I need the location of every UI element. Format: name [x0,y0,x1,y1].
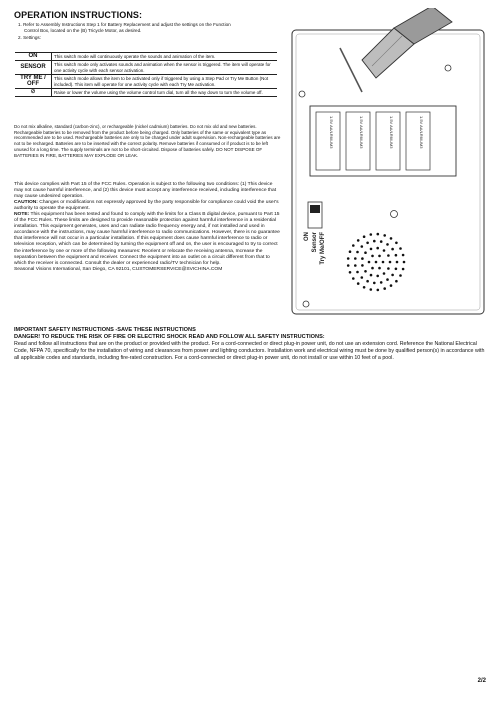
caution-text: Changes or modifications not expressly approved by the party responsible for compliance could void the user's authority to operate the equipment. [14,200,279,212]
setting-label: SENSOR [15,61,52,75]
speaker-hole [370,248,373,251]
battery-label: 1.5V AA/LR6/UM3 [329,116,334,149]
battery-icon [316,112,340,170]
battery-warning: Do not mix alkaline, standard (carbon-zinc), or rechargeable (nickel cadmium) batteries. Do not mix old and new batteries. Rechargeable batteries to be removed from the product before being charged. Only batteries of the same or equivalent type as recommended are to be used. Rechargeable batteries are only to be charged under adult supervision. Non-rechargeable batteries are not to be recharged. Batteries are to be inserted with the correct polarity. Remove batteries if consumed or if product is to be left unused for a long time. The supply terminals are not to be short-circuited. Dispose of batteries safely. DO NOT DISPOSE OF BATTERIES IN FIRE, BATTERIES MAY EXPLODE OR LEAK. [14,124,281,158]
safety-section [14,327,486,362]
danger-heading: DANGER! TO REDUCE THE RISK OF FIRE OR ELECTRIC SHOCK READ AND FOLLOW ALL SAFETY INSTRUCTIONS: [14,334,325,341]
speaker-hole [383,287,386,290]
speaker-hole [354,264,357,267]
speaker-hole [376,247,379,250]
speaker-hole [387,254,390,257]
speaker-hole [370,274,373,277]
step-1-line-1: 1. Refer to Assembly Instructions Step 1 for Battery Replacement and adjust the settings on the Function [18,22,231,27]
speaker-hole [371,267,374,270]
speaker-hole [354,257,357,260]
speaker-hole [361,245,364,248]
screw-icon [445,65,451,71]
screw-icon [299,91,305,97]
speaker-hole [378,255,381,258]
function-control-box-illustration [282,8,494,320]
speaker-hole [395,242,398,245]
setting-row-volume [15,89,277,97]
speaker-hole [368,261,371,264]
speaker-hole [366,242,369,245]
contact-line: Seasonal Visions International, San Diego, CA 92101, CUSTOMERSERVICE@SVICHINA.COM [14,266,223,272]
safety-title: IMPORTANT SAFETY INSTRUCTIONS -SAVE THESE INSTRUCTIONS [14,327,196,333]
setting-text: Raise or lower the volume using the volume control turn dial, turn all the way down to turn the volume off. [52,89,278,97]
speaker-hole [364,251,367,254]
setting-text: This switch mode only activates sounds and animation when the sensor is triggered. The item will operate for one activity cycle with each sensor activation. [52,61,278,75]
speaker-hole [402,254,405,257]
battery-label: 1.5V AA/LR6/UM3 [389,116,394,149]
note-text: This equipment has been tested and found to comply with the limits for a Class B digital device, pursuant to Part 15 of the FCC Rules. These limits are designed to provide reasonable protection against harmful interference in a residential installation. This equipment generates, uses and can radiate radio frequency energy and, if not installed and used in accordance with the instructions, may cause harmful interference to radio communications. However, there is no guarantee that interference will not occur in a particular installation. If this equipment does cause harmful interference to radio or television reception, which can be determined by turning the equipment off and on, the user is encouraged to try to correct the interference by one or more of the following measures: Reorient or relocate the receiving antenna, Increase the separation between the equipment and receiver. Connect the equipment into an outlet on a circuit different from that to which the receiver is connected. Consult the dealer or experienced radio/TV technician for help. [14,212,280,266]
speaker-hole [373,240,376,243]
speaker-hole [371,255,374,258]
setting-label: ON [15,53,52,61]
speaker-hole [352,277,355,280]
switch-label-tryme: Try Me/OFF [320,232,326,265]
safety-body: Read and follow all instructions that are on the product or provided with the product. For a cord-connected or direct plug-in power unit, do not use an extension cord. Reference the National Electrical Code, NFPA 70, specifically for the installation of wiring and clearances from power and lighting conductors. Installation work and electrical wiring must be done by qualified person(s) in accordance with all applicable codes and standards, including fire-rated construction. For a cord-connected or direct plug-in power unit, do not install or use within 10 feet of a pool. [14,341,485,362]
speaker-hole [375,261,378,264]
speaker-hole [370,288,373,291]
operation-heading: OPERATION INSTRUCTIONS: [14,10,143,20]
speaker-hole [347,257,350,260]
mode-switch-knob [310,205,320,213]
setting-text: This switch mode allows the item to be activated only if triggered by using a Step Pad or Try Me Button (Not included). This item will operate for one activity cycle with each Try Me activation. [52,75,278,89]
speaker-hole [363,235,366,238]
setting-row-tryme [15,75,277,89]
step-2: 2. Settings: [18,35,41,41]
steps-block [18,22,283,42]
speaker-hole [378,267,381,270]
speaker-hole [391,274,394,277]
fcc-statement [14,182,282,273]
switch-label-on: ON [304,232,310,241]
speaker-hole [356,251,359,254]
screw-icon [303,301,309,307]
speaker-hole [380,281,383,284]
speaker-hole [396,261,399,264]
speaker-hole [391,248,394,251]
speaker-hole [395,254,398,257]
page-number: 2/2 [477,678,486,684]
speaker-hole [383,234,386,237]
battery-icon [376,112,400,170]
speaker-hole [377,233,380,236]
speaker-hole [361,257,364,260]
speaker-hole [377,289,380,292]
switch-label-sensor: Sensor [312,232,318,253]
speaker-hole [373,282,376,285]
speaker-hole [383,249,386,252]
speaker-hole [361,264,364,267]
speaker-hole [366,280,369,283]
settings-table [15,52,277,97]
speaker-hole [395,280,398,283]
screw-icon [391,211,398,218]
speaker-hole [386,278,389,281]
fcc-caution [14,200,282,212]
volume-icon: ⊘ [15,89,52,97]
setting-text: This switch mode will continuously operate the sounds and animation of the item. [52,53,278,61]
speaker-hole [395,268,398,271]
speaker-hole [389,261,392,264]
speaker-hole [386,243,389,246]
fcc-note [14,212,282,266]
speaker-hole [363,286,366,289]
speaker-hole [387,267,390,270]
setting-row-sensor [15,61,277,75]
battery-icon [346,112,370,170]
speaker-hole [357,239,360,242]
step-1-line-2: Control Box, located on the (B) Tricycle Motor, as desired. [24,28,142,34]
speaker-hole [352,244,355,247]
speaker-hole [376,275,379,278]
caution-label: CAUTION: [14,200,38,206]
setting-row-on [15,53,277,61]
speaker-hole [347,264,350,267]
fcc-paragraph: This device complies with Part 15 of the FCC Rules. Operation is subject to the following two conditions: (1) This device may not cause harmful interference, and (2) this device must accept any interference received, including interference that may cause undesired operation. [14,182,277,200]
speaker-hole [403,261,406,264]
speaker-hole [399,247,402,250]
speaker-hole [382,261,385,264]
speaker-hole [402,268,405,271]
speaker-hole [370,233,373,236]
note-label: NOTE: [14,212,30,218]
battery-icon [406,112,430,170]
speaker-hole [390,237,393,240]
setting-label: TRY ME / OFF [15,75,52,89]
speaker-hole [380,240,383,243]
speaker-hole [364,270,367,273]
speaker-hole [356,271,359,274]
battery-label: 1.5V AA/LR6/UM3 [419,116,424,149]
speaker-hole [357,282,360,285]
speaker-hole [349,250,352,253]
battery-label: 1.5V AA/LR6/UM3 [359,116,364,149]
speaker-hole [390,284,393,287]
speaker-hole [361,276,364,279]
speaker-hole [383,272,386,275]
speaker-hole [349,271,352,274]
speaker-hole [399,274,402,277]
